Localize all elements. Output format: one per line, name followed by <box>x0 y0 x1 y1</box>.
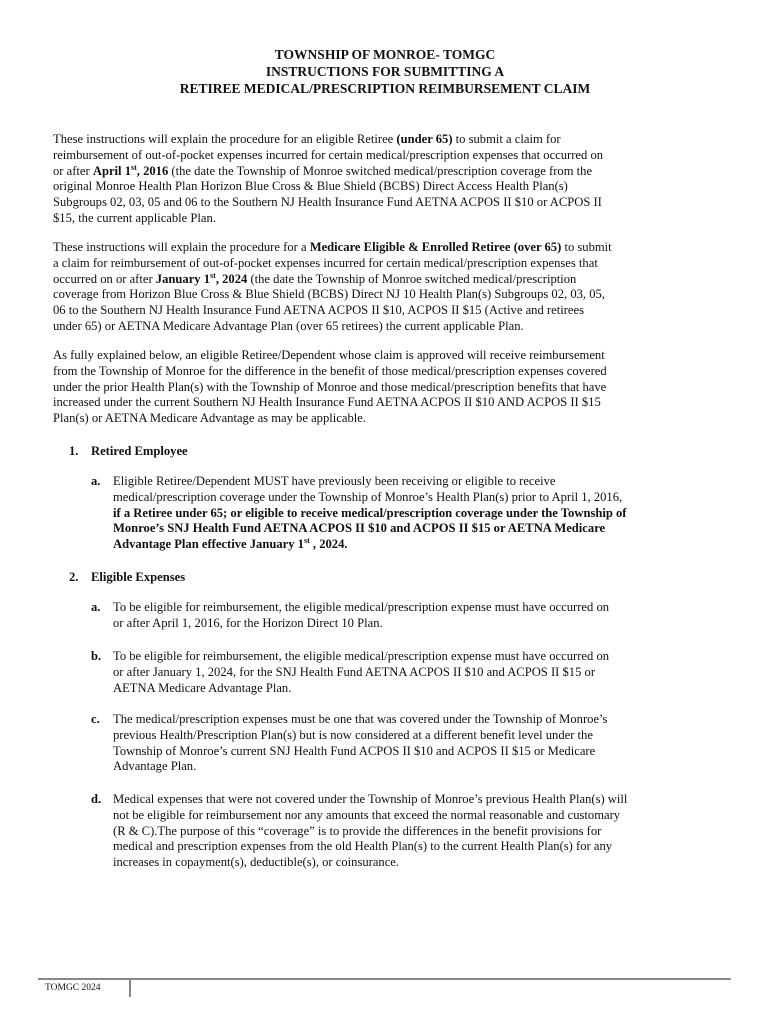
footer-label: TOMGC 2024 <box>45 983 101 993</box>
document-title <box>0 46 770 97</box>
footer-divider-tick <box>129 980 131 997</box>
reimbursement-paragraph: As fully explained below, an eligible Retiree/Dependent whose claim is approved will receive reimbursement from the Township of Monroe for the difference in the benefit of those medical/prescription expenses covered under the prior Health Plan(s) with the Township of Monroe and those medical/prescription benefits that have increased under the current Southern NJ Health Insurance Fund AETNA ACPOS II $10 AND ACPOS II $15 Plan(s) or AETNA Medicare Advantage as may be applicable. <box>53 348 607 426</box>
intro-paragraph-retiree: These instructions will explain the procedure for an eligible Retiree (under 65) to submit a claim for reimbursement of out-of-pocket expenses incurred for certain medical/prescription expenses that occurred on or after April 1st, 2016 (the date the Township of Monroe switched medical/prescription coverage from the original Monroe Health Plan Horizon Blue Cross & Blue Shield (BCBS) Direct Access Health Plan(s) Subgroups 02, 03, 05 and 06 to the Southern NJ Health Insurance Fund AETNA ACPOS II $10 or ACPOS II $15, the current applicable Plan. <box>53 132 604 225</box>
document-page: TOWNSHIP OF MONROE- TOMGC INSTRUCTIONS FOR SUBMITTING A RETIREE MEDICAL/PRESCRIPTION REIMBURSEMENT CLAIM These instructions will explain the procedure for an eligible Retiree (under 65) to submit a claim for reimbursement of out-of-pocket expenses incurred for certain medical/prescription expenses that occurred on or after April 1st, 2016 (the date the Township of Monroe switched medical/prescription coverage from the original Monroe Health Plan Horizon Blue Cross & Blue Shield (BCBS) Direct Access Health Plan(s) Subgroups 02, 03, 05 and 06 to the Southern NJ Health Insurance Fund AETNA ACPOS II $10 or ACPOS II $15, the current applicable Plan. These instructions will explain the procedure for a Medicare Eligible & Enrolled Retiree (over 65) to submit a claim for reimbursement of out-of-pocket expenses incurred for certain medical/prescription expenses that occurred on or after January 1st, 2024 (the date the Township of Monroe switched medical/prescription coverage from Horizon Blue Cross & Blue Shield (BCBS) Direct NJ 10 Health Plan(s) Subgroups 02, 03, 05, 06 to the Southern NJ Health Insurance Fund AETNA ACPOS II $10, ACPOS II $15 (Active and retirees under 65) or AETNA Medicare Advantage Plan (over 65 retirees) the current applicable Plan. As fully explained below, an eligible Retiree/Dependent whose claim is approved will receive reimbursement from the Township of Monroe for the difference in the benefit of those medical/prescription expenses covered under the prior Health Plan(s) with the Township of Monroe and those medical/prescription benefits that have increased under the current Southern NJ Health Insurance Fund AETNA ACPOS II $10 AND ACPOS II $15 Plan(s) or AETNA Medicare Advantage as may be applicable. 1. Retired Employee a. Eligible Retiree/Dependent MUST have previously been receiving or eligible to receive medical/prescription coverage under the Township of Monroe’s Health Plan(s) prior to April 1, 2016, if a Retiree under 65; or eligible to receive medical/prescription coverage under the Township of Monroe’s SNJ Health Fund AETNA ACPOS II $10 and ACPOS II $15 or AETNA Medicare Advantage Plan effective January 1st , 2024. 2. Eligible Expenses a. To be eligible for reimbursement, the eligible medical/prescription expense must have occurred on or after April 1, 2016, for the Horizon Direct 10 Plan. b. To be eligible for reimbursement, the eligible medical/prescription expense must have occurred on or after January 1, 2024, for the SNJ Health Fund AETNA ACPOS II $10 and ACPOS II $15 or AETNA Medicare Advantage Plan. c. The medical/prescription expenses must be one that was covered under the Township of Monroe’s previous Health/Prescription Plan(s) but is now considered at a different benefit level under the Township of Monroe’s current SNJ Health Fund ACPOS II $10 and ACPOS II $15 or Medicare Advantage Plan. d. Medical expenses that were not covered under the Township of Monroe’s previous Health Plan(s) will not be eligible for reimbursement nor any amounts that exceed the normal reasonable and customary (R & C).The purpose of this “coverage” is to provide the differences in the benefit provisions for medical and prescription expenses from the old Health Plan(s) to the current Health Plan(s) for any increases in copayment(s), deductible(s), or coinsurance. TOMGC 2024 <box>0 0 770 1024</box>
section-2-heading: 2. Eligible Expenses <box>69 570 186 584</box>
title-line-2: INSTRUCTIONS FOR SUBMITTING A <box>265 64 505 79</box>
footer-divider <box>38 978 731 980</box>
title-line-3: RETIREE MEDICAL/PRESCRIPTION REIMBURSEMENT CLAIM <box>179 81 591 96</box>
section-1-heading: 1. Retired Employee <box>69 444 188 458</box>
title-line-1: TOWNSHIP OF MONROE- TOMGC <box>274 47 496 62</box>
intro-paragraph-medicare: These instructions will explain the procedure for a Medicare Eligible & Enrolled Retiree (over 65) to submit a claim for reimbursement of out-of-pocket expenses incurred for certain medical/prescription expenses that occurred on or after January 1st, 2024 (the date the Township of Monroe switched medical/prescription coverage from Horizon Blue Cross & Blue Shield (BCBS) Direct NJ 10 Health Plan(s) Subgroups 02, 03, 05, 06 to the Southern NJ Health Insurance Fund AETNA ACPOS II $10, ACPOS II $15 (Active and retirees under 65) or AETNA Medicare Advantage Plan (over 65 retirees) the current applicable Plan. <box>53 240 612 333</box>
